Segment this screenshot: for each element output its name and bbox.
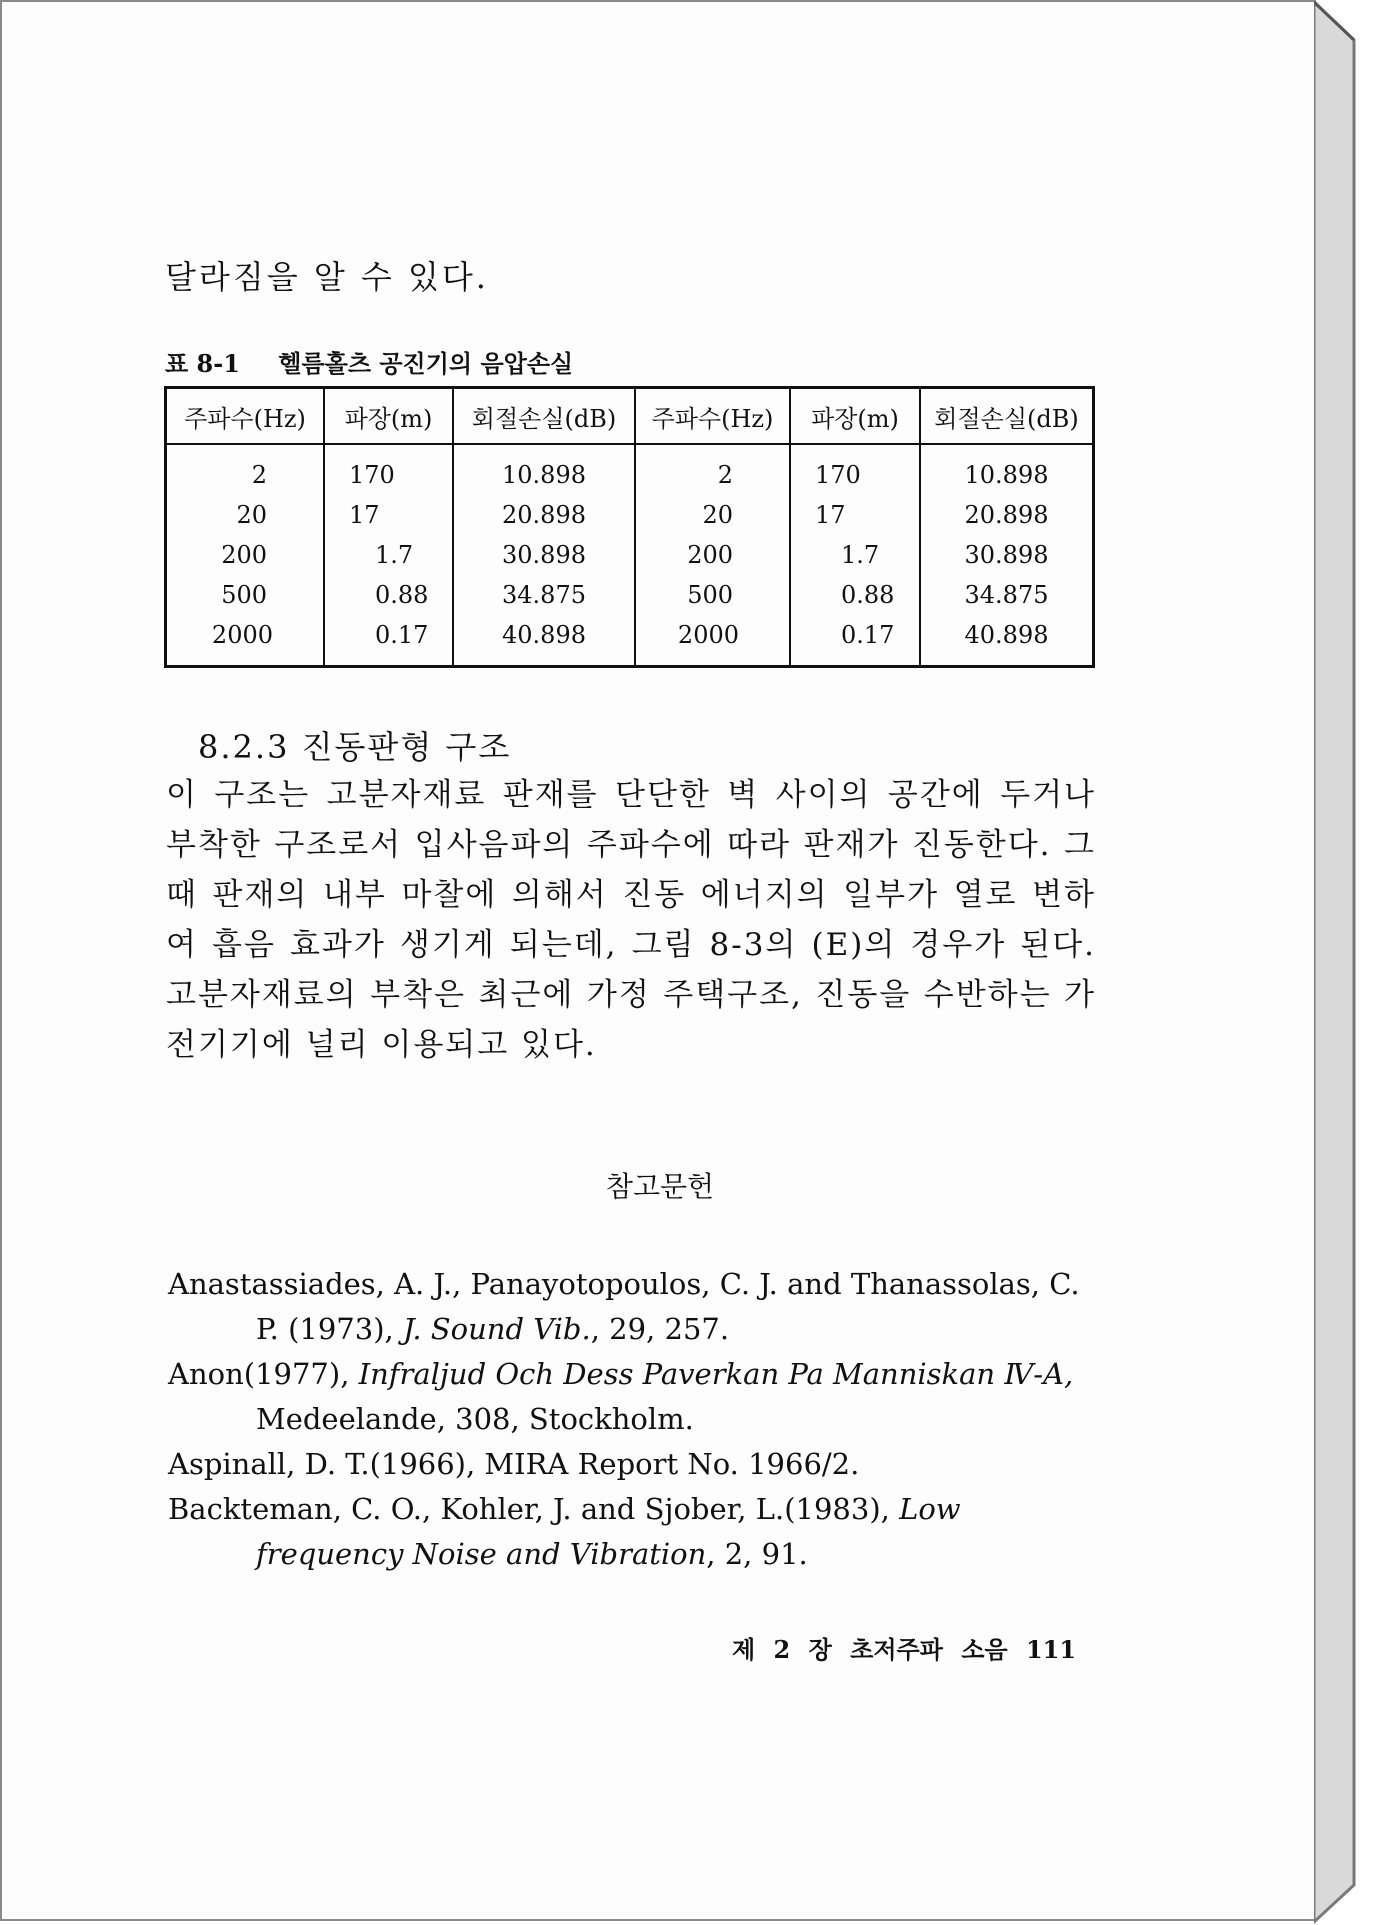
table-cell: 30.898 — [920, 535, 1094, 575]
table-cell: 200 — [166, 535, 325, 575]
section-heading: 8.2.3 진동판형 구조 — [198, 728, 512, 766]
table-cell: 0.88 — [790, 575, 920, 615]
table-row — [166, 535, 1094, 575]
body-paragraph: 이 구조는 고분자재료 판재를 단단한 벽 사이의 공간에 두거나 부착한 구조로서 입사음파의 주파수에 따라 판재가 진동한다. 그 때 판재의 내부 마찰에 의해서 진동 에너지의 일부가 열로 변하여 흡음 효과가 생기게 되는데, 그림 8-3의 (E)의 경우가 된다. 고분자재료의 부착은 최근에 가정 주택구조, 진동을 수반하는 가전기기에 널리 이용되고 있다. — [166, 777, 1096, 1063]
table-cell: 2000 — [635, 615, 790, 667]
table-cell: 0.88 — [324, 575, 453, 615]
page-footer — [732, 1630, 1076, 1665]
table-cell: 1.7 — [324, 535, 453, 575]
reference-item: Anastassiades, A. J., Panayotopoulos, C. J. and Thanassolas, C. P. (1973), J. Sound Vib., 29, 257. — [168, 1267, 1080, 1346]
lead-text: 달라짐을 알 수 있다. — [165, 258, 489, 296]
reference-item: Aspinall, D. T.(1966), MIRA Report No. 1966/2. — [168, 1447, 860, 1481]
table-cell: 2 — [635, 444, 790, 495]
reference-item: Anon(1977), Infraljud Och Dess Paverkan Pa Manniskan Ⅳ-A, Medeelande, 308, Stockholm. — [168, 1357, 1074, 1436]
table-title: 헬름홀츠 공진기의 음압손실 — [278, 349, 574, 378]
table-cell: 34.875 — [453, 575, 635, 615]
col-header-wavelength-2: 파장(m) — [790, 388, 920, 445]
table-cell: 2 — [166, 444, 325, 495]
col-header-wavelength: 파장(m) — [324, 388, 453, 445]
table-cell: 10.898 — [453, 444, 635, 495]
table-cell: 17 — [324, 495, 453, 535]
table-cell: 30.898 — [453, 535, 635, 575]
table-cell: 34.875 — [920, 575, 1094, 615]
table-cell: 20 — [635, 495, 790, 535]
col-header-frequency: 주파수(Hz) — [166, 388, 325, 445]
col-header-diffraction-loss: 회절손실(dB) — [453, 388, 635, 445]
table-cell: 170 — [324, 444, 453, 495]
footer-chapter: 제 2 장 — [732, 1635, 832, 1664]
table-caption — [165, 344, 573, 379]
table-cell: 20.898 — [920, 495, 1094, 535]
table-row — [166, 615, 1094, 667]
table-cell: 500 — [635, 575, 790, 615]
table-cell: 17 — [790, 495, 920, 535]
table-cell: 20 — [166, 495, 325, 535]
book-edge — [1314, 0, 1376, 1925]
references-heading: 참고문헌 — [605, 1170, 715, 1203]
page-number: 111 — [1025, 1635, 1077, 1664]
reference-item: Backteman, C. O., Kohler, J. and Sjober, L.(1983), Low frequency Noise and Vibration, 2, 91. — [168, 1492, 961, 1571]
table-cell: 20.898 — [453, 495, 635, 535]
table-row — [166, 495, 1094, 535]
table-cell: 0.17 — [790, 615, 920, 667]
book-edge-shape — [1314, 0, 1376, 1925]
table-cell: 2000 — [166, 615, 325, 667]
references-list — [168, 1262, 1098, 1577]
table-cell: 500 — [166, 575, 325, 615]
table-cell: 40.898 — [920, 615, 1094, 667]
col-header-frequency-2: 주파수(Hz) — [635, 388, 790, 445]
table-cell: 40.898 — [453, 615, 635, 667]
col-header-diffraction-loss-2: 회절손실(dB) — [920, 388, 1094, 445]
table-row — [166, 444, 1094, 495]
table-cell: 10.898 — [920, 444, 1094, 495]
table-cell: 200 — [635, 535, 790, 575]
table-label: 표 8-1 — [165, 349, 240, 378]
sound-loss-table — [164, 386, 1095, 668]
table-cell: 0.17 — [324, 615, 453, 667]
table-cell: 170 — [790, 444, 920, 495]
table-cell: 1.7 — [790, 535, 920, 575]
footer-title: 초저주파 소음 — [850, 1635, 1008, 1664]
table-header-row — [166, 388, 1094, 445]
table-row — [166, 575, 1094, 615]
